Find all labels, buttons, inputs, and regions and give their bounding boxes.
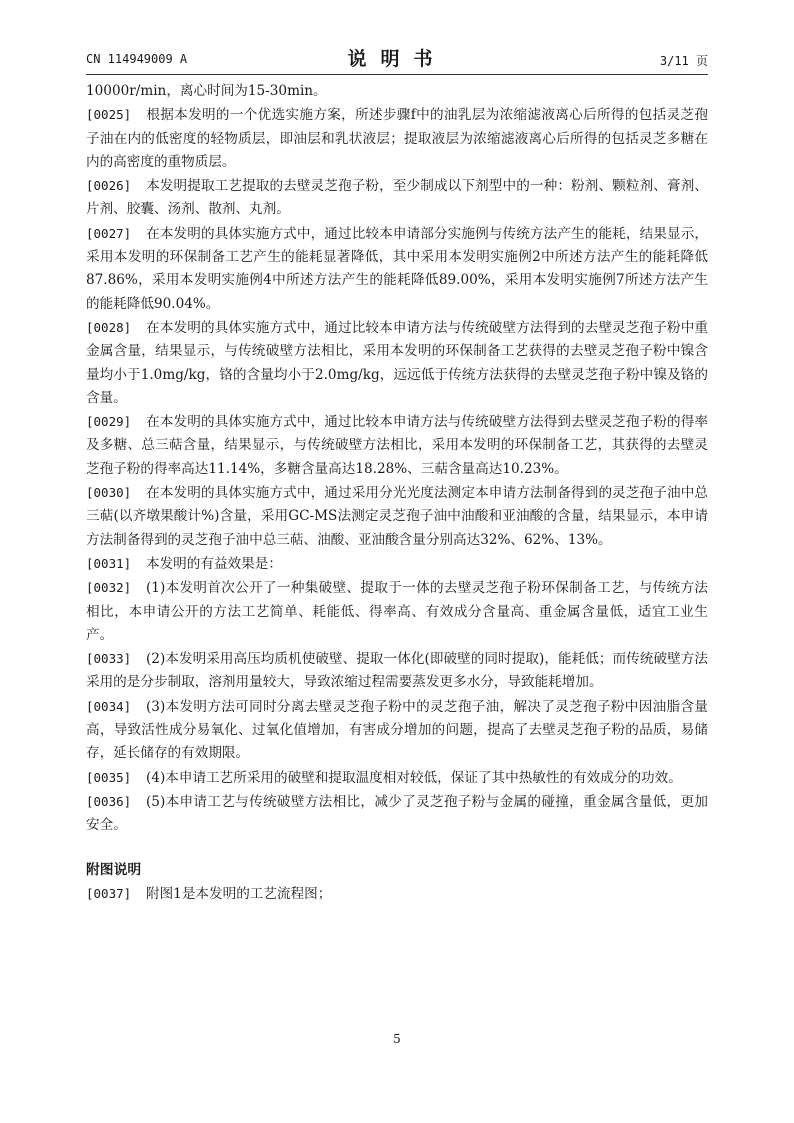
paragraph xyxy=(86,410,708,481)
publication-number: CN 114949009 A xyxy=(86,52,188,66)
paragraph xyxy=(86,647,708,695)
continued-line: 10000r/min，离心时间为15-30min。 xyxy=(86,83,327,99)
paragraph-text: (1)本发明首次公开了一种集破壁、提取于一体的去壁灵芝孢子粉环保制备工艺，与传统方法相比，本申请公开的方法工艺简单、耗能低、得率高、有效成分含量高、重金属含量低，适宜工业生产。 xyxy=(86,580,708,643)
paragraph-text: (2)本发明采用高压均质机使破壁、提取一体化(即破壁的同时提取)，能耗低；而传统破壁方法采用的是分步制取，溶剂用量较大，导致浓缩过程需要蒸发更多水分，导致能耗增加。 xyxy=(86,651,708,691)
paragraph-text: 在本发明的具体实施方式中，通过比较本申请方法与传统破壁方法得到去壁灵芝孢子粉的得率及多糖、总三萜含量，结果显示，与传统破壁方法相比，采用本发明的环保制备工艺，其获得的去壁灵芝孢子粉的得率高达11.14%，多糖含量高达18.28%、三萜含量高达10.23%。 xyxy=(86,414,708,477)
paragraph xyxy=(86,695,708,766)
paragraph-text: 在本发明的具体实施方式中，通过比较本申请方法与传统破壁方法得到的去壁灵芝孢子粉中重金属含量，结果显示，与传统破壁方法相比，采用本发明的环保制备工艺获得的去壁灵芝孢子粉中镍含量均小于1.0mg/kg，铬的含量均小于2.0mg/kg，远远低于传统方法获得的去壁灵芝孢子粉中镍及铬的含量。 xyxy=(86,319,708,406)
paragraph-number: [0029] xyxy=(86,414,132,430)
paragraph xyxy=(86,882,708,906)
paragraph-number: [0036] xyxy=(86,793,132,809)
paragraph-number: [0032] xyxy=(86,580,132,596)
paragraph xyxy=(86,222,708,316)
paragraph-list xyxy=(86,103,708,837)
paragraph-text: 本发明的有益效果是： xyxy=(146,555,282,572)
paragraph-number: [0026] xyxy=(86,178,132,194)
paragraph-number: [0030] xyxy=(86,485,132,501)
paragraph-number: [0037] xyxy=(86,885,132,901)
paragraph-text: (5)本申请工艺与传统破壁方法相比，减少了灵芝孢子粉与金属的碰撞，重金属含量低，更加安全。 xyxy=(86,793,708,834)
paragraph xyxy=(86,174,708,222)
paragraph-text: 在本发明的具体实施方式中，通过采用分光光度法测定本申请方法制备得到的灵芝孢子油中总三萜(以齐墩果酸计%)含量，采用GC-MS法测定灵芝孢子油中油酸和亚油酸的含量，结果显示，本申请方法制备得到的灵芝孢子油中总三萜、油酸、亚油酸含量分别高达32%、62%、13%。 xyxy=(86,485,708,548)
document-body xyxy=(86,80,708,906)
section-title: 附图说明 xyxy=(86,861,142,878)
paragraph xyxy=(86,552,708,576)
paragraph xyxy=(86,103,708,174)
paragraph-number: [0025] xyxy=(86,107,132,123)
paragraph-number: [0027] xyxy=(86,225,132,241)
page-header xyxy=(86,44,708,74)
paragraph-number: [0031] xyxy=(86,555,132,571)
paragraph xyxy=(86,481,708,552)
paragraph-text: 附图1是本发明的工艺流程图； xyxy=(146,885,332,902)
paragraph-number: [0033] xyxy=(86,651,132,667)
paragraph-text: (3)本发明方法可同时分离去壁灵芝孢子粉中的灵芝孢子油，解决了灵芝孢子粉中因油脂含量高，导致活性成分易氧化、过氧化值增加，有害成分增加的问题，提高了去壁灵芝孢子粉的品质，易储存，延长储存的有效期限。 xyxy=(86,698,708,762)
paragraph xyxy=(86,316,708,410)
document-title: 说明书 xyxy=(347,48,447,70)
paragraph-text: 根据本发明的一个优选实施方案，所述步骤f中的油乳层为浓缩滤液离心后所得的包括灵芝孢子油在内的低密度的轻物质层，即油层和乳状液层；提取液层为浓缩滤液离心后所得的包括灵芝多糖在内的高密度的重物质层。 xyxy=(86,107,708,170)
header-divider xyxy=(86,74,708,75)
page-info: 3/11 页 xyxy=(659,54,708,68)
paragraph-text: 本发明提取工艺提取的去壁灵芝孢子粉，至少制成以下剂型中的一种：粉剂、颗粒剂、膏剂、片剂、胶囊、汤剂、散剂、丸剂。 xyxy=(86,178,708,218)
paragraph-number: [0028] xyxy=(86,319,132,335)
paragraph-number: [0034] xyxy=(86,698,132,714)
paragraph-number: [0035] xyxy=(86,769,132,785)
page-number: 5 xyxy=(393,1032,401,1046)
paragraph xyxy=(86,766,708,790)
section-paragraph-list xyxy=(86,882,708,906)
paragraph-text: 在本发明的具体实施方式中，通过比较本申请部分实施例与传统方法产生的能耗，结果显示，采用本发明的环保制备工艺产生的能耗显著降低，其中采用本发明实施例2中所述方法产生的能耗降低87.86%，采用本发明实施例4中所述方法产生的能耗降低89.00%，采用本发明实施例7所述方法产生的能耗降低90.04%。 xyxy=(86,225,708,312)
paragraph-text: (4)本申请工艺所采用的破壁和提取温度相对较低，保证了其中热敏性的有效成分的功效。 xyxy=(146,769,682,786)
paragraph xyxy=(86,576,708,647)
paragraph xyxy=(86,790,708,838)
